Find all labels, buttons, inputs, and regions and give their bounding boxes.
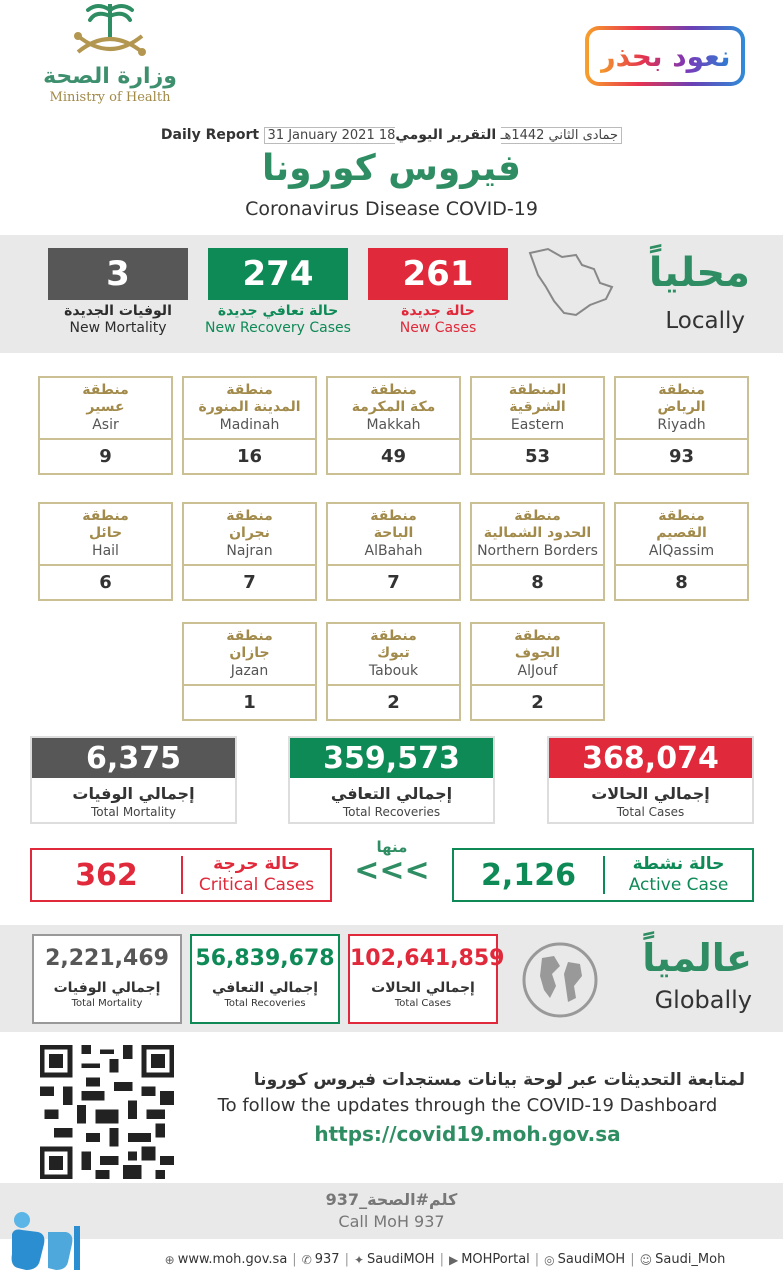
total-recoveries-value: 359,573 — [290, 738, 493, 778]
new-recoveries-label: حالة تعافي جديدة New Recovery Cases — [205, 303, 351, 336]
region-card: منطقة الجوف AlJouf 2 — [470, 622, 605, 721]
region-card: منطقة الحدود الشمالية Northern Borders 8 — [470, 502, 605, 601]
moh-name-en: Ministry of Health — [49, 90, 171, 105]
region-value: 16 — [236, 446, 263, 467]
footer-twitter[interactable]: ✦ SaudiMOH — [353, 1252, 435, 1267]
footer-instagram[interactable]: ◎ SaudiMOH — [544, 1252, 626, 1267]
region-value: 2 — [531, 692, 544, 713]
region-value: 8 — [675, 572, 688, 593]
footer-youtube[interactable]: ▶ MOHPortal — [448, 1252, 530, 1267]
dashboard-link[interactable]: https://covid19.moh.gov.sa — [314, 1122, 621, 1146]
new-mortality-value: 3 — [48, 248, 188, 300]
region-value: 2 — [387, 692, 400, 713]
qr-code-icon[interactable] — [40, 1045, 174, 1179]
region-value: 53 — [524, 446, 551, 467]
report-date: 31 January 2021 18جمادى الثاني 1442هـ — [264, 127, 623, 144]
region-card: منطقة المدينة المنورة Madinah 16 — [182, 376, 317, 475]
of-which-arrows: منها <<< — [354, 838, 430, 888]
global-cases-card: 102,641,859 إجمالي الحالات Total Cases — [348, 934, 498, 1024]
region-value: 49 — [380, 446, 407, 467]
youtube-icon: ▶ — [448, 1252, 459, 1267]
total-recoveries-card: 359,573 إجمالي التعافي Total Recoveries — [288, 736, 495, 824]
footer-website[interactable]: ⊕ www.moh.gov.sa — [164, 1252, 288, 1267]
dashboard-text-en: To follow the updates through the COVID-19 Dashboard — [217, 1095, 718, 1116]
slogan-badge — [585, 26, 745, 86]
dashboard-text-ar: لمتابعة التحديثات عبر لوحة بيانات مستجدات فيروس كورونا — [253, 1070, 745, 1090]
social-footer: ⊕ www.moh.gov.sa | ✆ 937 | ✦ SaudiMOH | ▶ MOHPortal | ◎ SaudiMOH | ☺ Saudi_Moh — [164, 1252, 726, 1267]
call-hashtag: كلم#الصحة_937 — [325, 1190, 458, 1209]
region-value: 7 — [387, 572, 400, 593]
locally-title-ar: محلياً — [648, 250, 750, 296]
footer-phone[interactable]: ✆ 937 — [301, 1252, 340, 1267]
twitter-icon: ✦ — [353, 1252, 365, 1267]
region-card: المنطقة الشرقية Eastern 53 — [470, 376, 605, 475]
region-value: 9 — [99, 446, 112, 467]
newspaper-watermark-logo — [4, 1198, 100, 1278]
new-cases-label: حالة جديدة New Cases — [399, 303, 477, 336]
total-mortality-card: 6,375 إجمالي الوفيات Total Mortality — [30, 736, 237, 824]
active-cases-card: 2,126 حالة نشطة Active Case — [452, 848, 754, 902]
region-card: منطقة القصيم AlQassim 8 — [614, 502, 749, 601]
total-mortality-value: 6,375 — [32, 738, 235, 778]
critical-cases-card: 362 حالة حرجة Critical Cases — [30, 848, 332, 902]
region-card: منطقة حائل Hail 6 — [38, 502, 173, 601]
total-cases-card: 368,074 إجمالي الحالات Total Cases — [547, 736, 754, 824]
global-mortality-card: 2,221,469 إجمالي الوفيات Total Mortality — [32, 934, 182, 1024]
instagram-icon: ◎ — [544, 1252, 555, 1267]
report-label-ar: التقرير اليومي — [395, 127, 497, 143]
global-recoveries-card: 56,839,678 إجمالي التعافي Total Recoveries — [190, 934, 340, 1024]
call-text: Call MoH 937 — [338, 1212, 445, 1231]
region-card: منطقة جازان Jazan 1 — [182, 622, 317, 721]
globally-title-en: Globally — [654, 986, 752, 1014]
global-recoveries-value: 56,839,678 — [195, 946, 335, 971]
phone-icon: ✆ — [301, 1252, 312, 1267]
region-card: منطقة نجران Najran 7 — [182, 502, 317, 601]
region-value: 6 — [99, 572, 112, 593]
globally-title-ar: عالمياً — [642, 936, 752, 980]
region-card: منطقة عسير Asir 9 — [38, 376, 173, 475]
region-value: 7 — [243, 572, 256, 593]
new-cases-value: 261 — [368, 248, 508, 300]
region-card: منطقة تبوك Tabouk 2 — [326, 622, 461, 721]
report-label-en: Daily Report — [160, 127, 260, 143]
snapchat-icon: ☺ — [639, 1252, 653, 1267]
palm-swords-emblem-icon — [60, 0, 160, 62]
region-value: 8 — [531, 572, 544, 593]
title-ar: فيروس كورونا — [262, 148, 521, 189]
region-card: منطقة الرياض Riyadh 93 — [614, 376, 749, 475]
new-mortality-label: الوفيات الجديدة New Mortality — [64, 303, 172, 336]
footer-snapchat[interactable]: ☺ Saudi_Moh — [639, 1252, 726, 1267]
region-card: منطقة الباحة AlBahah 7 — [326, 502, 461, 601]
locally-title-en: Locally — [665, 308, 745, 334]
critical-cases-value: 362 — [75, 857, 138, 893]
daily-report-line — [0, 127, 783, 143]
slogan-text: نعود بحذر — [599, 39, 731, 73]
globe-icon — [520, 940, 600, 1020]
new-recoveries-value: 274 — [208, 248, 348, 300]
region-value: 1 — [243, 692, 256, 713]
web-icon: ⊕ — [164, 1252, 175, 1267]
global-cases-value: 102,641,859 — [350, 946, 505, 971]
region-card: منطقة مكة المكرمة Makkah 49 — [326, 376, 461, 475]
active-cases-value: 2,126 — [481, 857, 576, 893]
region-value: 93 — [668, 446, 695, 467]
global-mortality-value: 2,221,469 — [45, 946, 169, 971]
total-cases-value: 368,074 — [549, 738, 752, 778]
saudi-map-icon — [520, 243, 620, 323]
title-en: Coronavirus Disease COVID-19 — [245, 198, 538, 220]
moh-name-ar: وزارة الصحة — [43, 64, 177, 89]
moh-logo — [40, 0, 180, 112]
